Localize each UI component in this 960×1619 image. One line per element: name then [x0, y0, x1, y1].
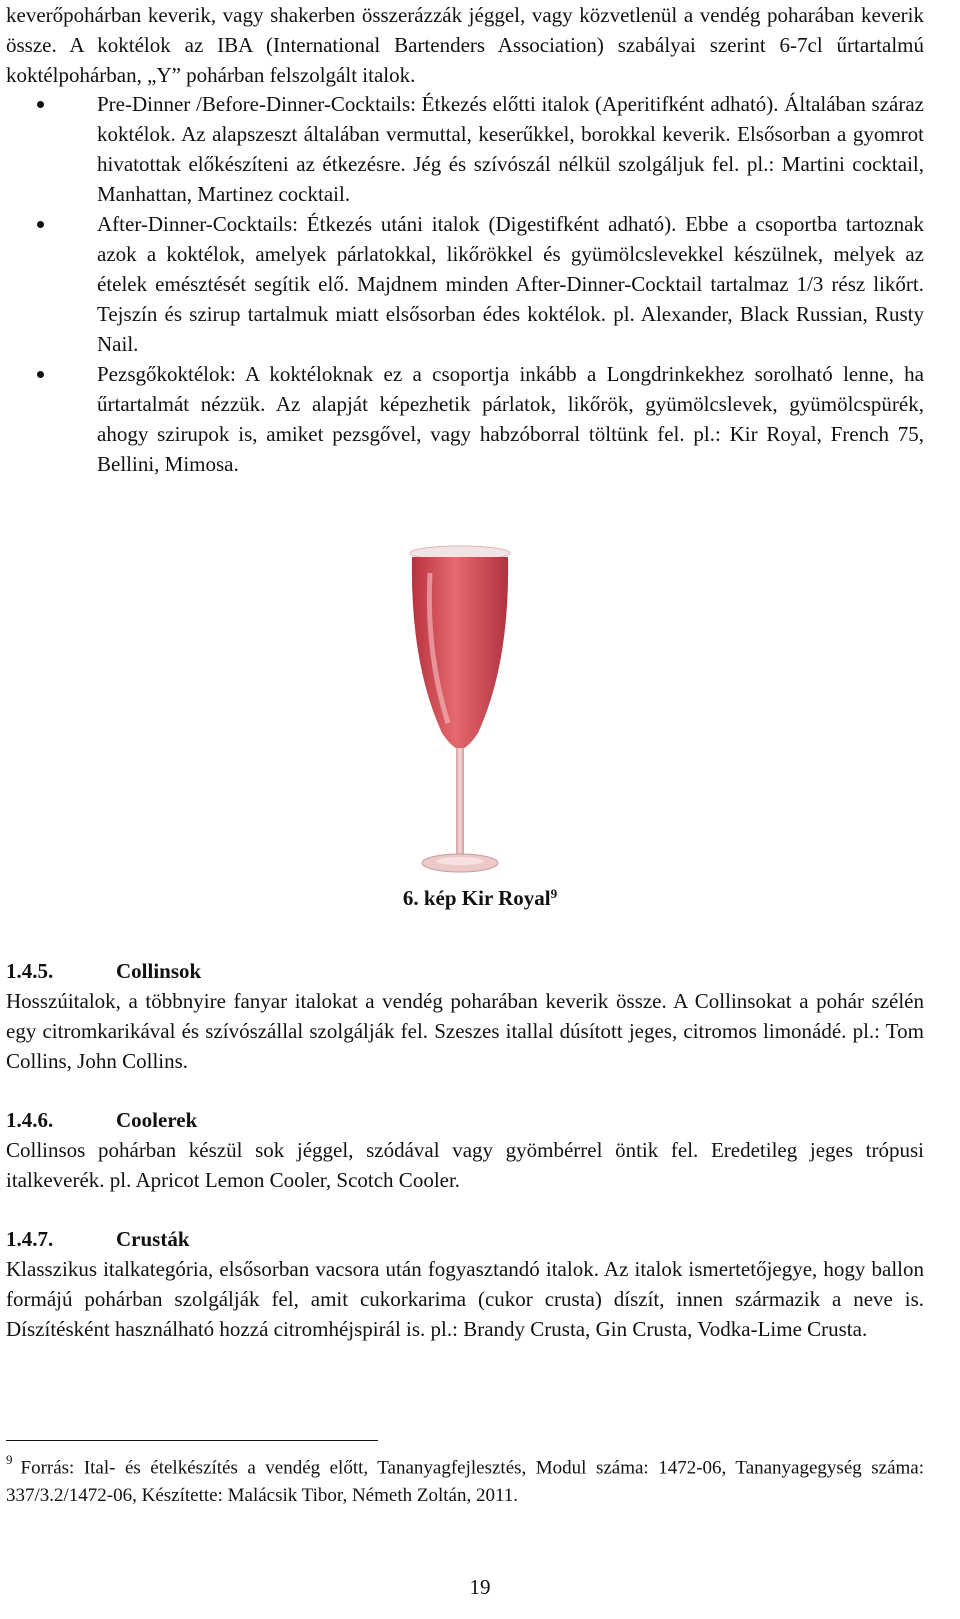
cocktail-type-list — [0, 89, 960, 479]
bullet-icon — [37, 371, 44, 378]
champagne-flute-icon — [390, 543, 530, 883]
intro-paragraph: keverőpohárban keverik, vagy shakerben összerázzák jéggel, vagy közvetlenül a vendég poharában keverik össze. A koktélok az IBA (International Bartenders Association) szabályai szerint 6-7cl űrtartalmú koktélpohárban, „Y” pohárban felszolgált italok. — [6, 3, 924, 87]
list-item-text: Pre-Dinner /Before-Dinner-Cocktails: Étkezés előtti italok (Aperitifként adható). Általában száraz koktélok. Az alapszeszt általában vermuttal, keserűkkel, borokkal keverik. Elsősorban a gyomrot hivatottak előkészíteni az étkezésre. Jég és szívószál nélkül szolgáljuk fel. pl.: Martini cocktail, Manhattan, Martinez cocktail. — [97, 92, 924, 206]
caption-text: 6. kép Kir Royal — [402, 886, 551, 910]
page-number: 19 — [469, 1575, 491, 1599]
list-item-champagne-cocktails — [0, 359, 924, 479]
section-heading-crustak — [6, 1224, 190, 1254]
section-text-collinsok: Hosszúitalok, a többnyire fanyar italokat a vendég poharában keverik össze. A Collinsokat a pohár szélén egy citromkarikával és szívószállal szolgálják fel. Szeszes itallal dúsított jeges, citromos limonádé. pl.: Tom Collins, John Collins. — [6, 989, 924, 1073]
list-item-pre-dinner — [0, 89, 924, 209]
footnote-text: Forrás: Ital- és ételkészítés a vendég előtt, Tananyagfejlesztés, Modul száma: 1472-06, Tananyagegység száma: 337/3.2/1472-06, Készítette: Malácsik Tibor, Németh Zoltán, 2011. — [6, 1457, 924, 1507]
figure-caption — [0, 883, 960, 913]
section-text-crustak: Klasszikus italkategória, elsősorban vacsora után fogyasztandó italok. Az italok ismertetőjegye, hogy ballon formájú pohárban szolgálják fel, amit cukorkarima (cukor crusta) díszít, innen származik a neve is. Díszítésként használható hozzá citromhéjspirál is. pl.: Brandy Crusta, Gin Crusta, Vodka-Lime Crusta. — [6, 1257, 924, 1341]
footnote — [6, 1448, 924, 1510]
caption-footnote-marker: 9 — [550, 886, 558, 901]
list-item-text: After-Dinner-Cocktails: Étkezés utáni italok (Digestifként adható). Ebbe a csoportba tartoznak azok a koktélok, amelyek párlatokkal, likőrökkel és gyümölcslevekkel készülnek, melyek az ételek emésztését segítik elő. Majdnem minden After-Dinner-Cocktail tartalmaz 1/3 rész likőrt. Tejszín és szirup tartalmuk miatt elsősorban édes koktélok. pl. Alexander, Black Russian, Rusty Nail. — [97, 212, 924, 356]
section-number: 1.4.5. — [6, 959, 54, 983]
bullet-icon — [37, 101, 44, 108]
list-item-text: Pezsgőkoktélok: A koktéloknak ez a csoportja inkább a Longdrinkekhez sorolható lenne, ha űrtartalmát nézzük. Az alapját képezhetik párlatok, likőrök, gyümölcslevek, gyümölcspürék, ahogy szirupok is, amiket pezsgővel, vagy habzóborral töltünk fel. pl.: Kir Royal, French 75, Bellini, Mimosa. — [97, 362, 924, 476]
section-number: 1.4.6. — [6, 1108, 54, 1132]
section-number: 1.4.7. — [6, 1227, 54, 1251]
section-heading-coolerek — [6, 1105, 197, 1135]
footnote-divider — [6, 1440, 378, 1441]
bullet-icon — [37, 221, 44, 228]
section-text-coolerek: Collinsos pohárban készül sok jéggel, szódával vagy gyömbérrel öntik fel. Eredetileg jeges trópusi italkeverék. pl. Apricot Lemon Cooler, Scotch Cooler. — [6, 1138, 924, 1192]
list-item-after-dinner — [0, 209, 924, 359]
section-title: Collinsok — [116, 959, 202, 983]
section-title: Coolerek — [116, 1108, 198, 1132]
section-heading-collinsok — [6, 956, 201, 986]
kir-royal-photo — [390, 543, 530, 883]
footnote-number: 9 — [6, 1452, 13, 1467]
section-title: Crusták — [116, 1227, 190, 1251]
